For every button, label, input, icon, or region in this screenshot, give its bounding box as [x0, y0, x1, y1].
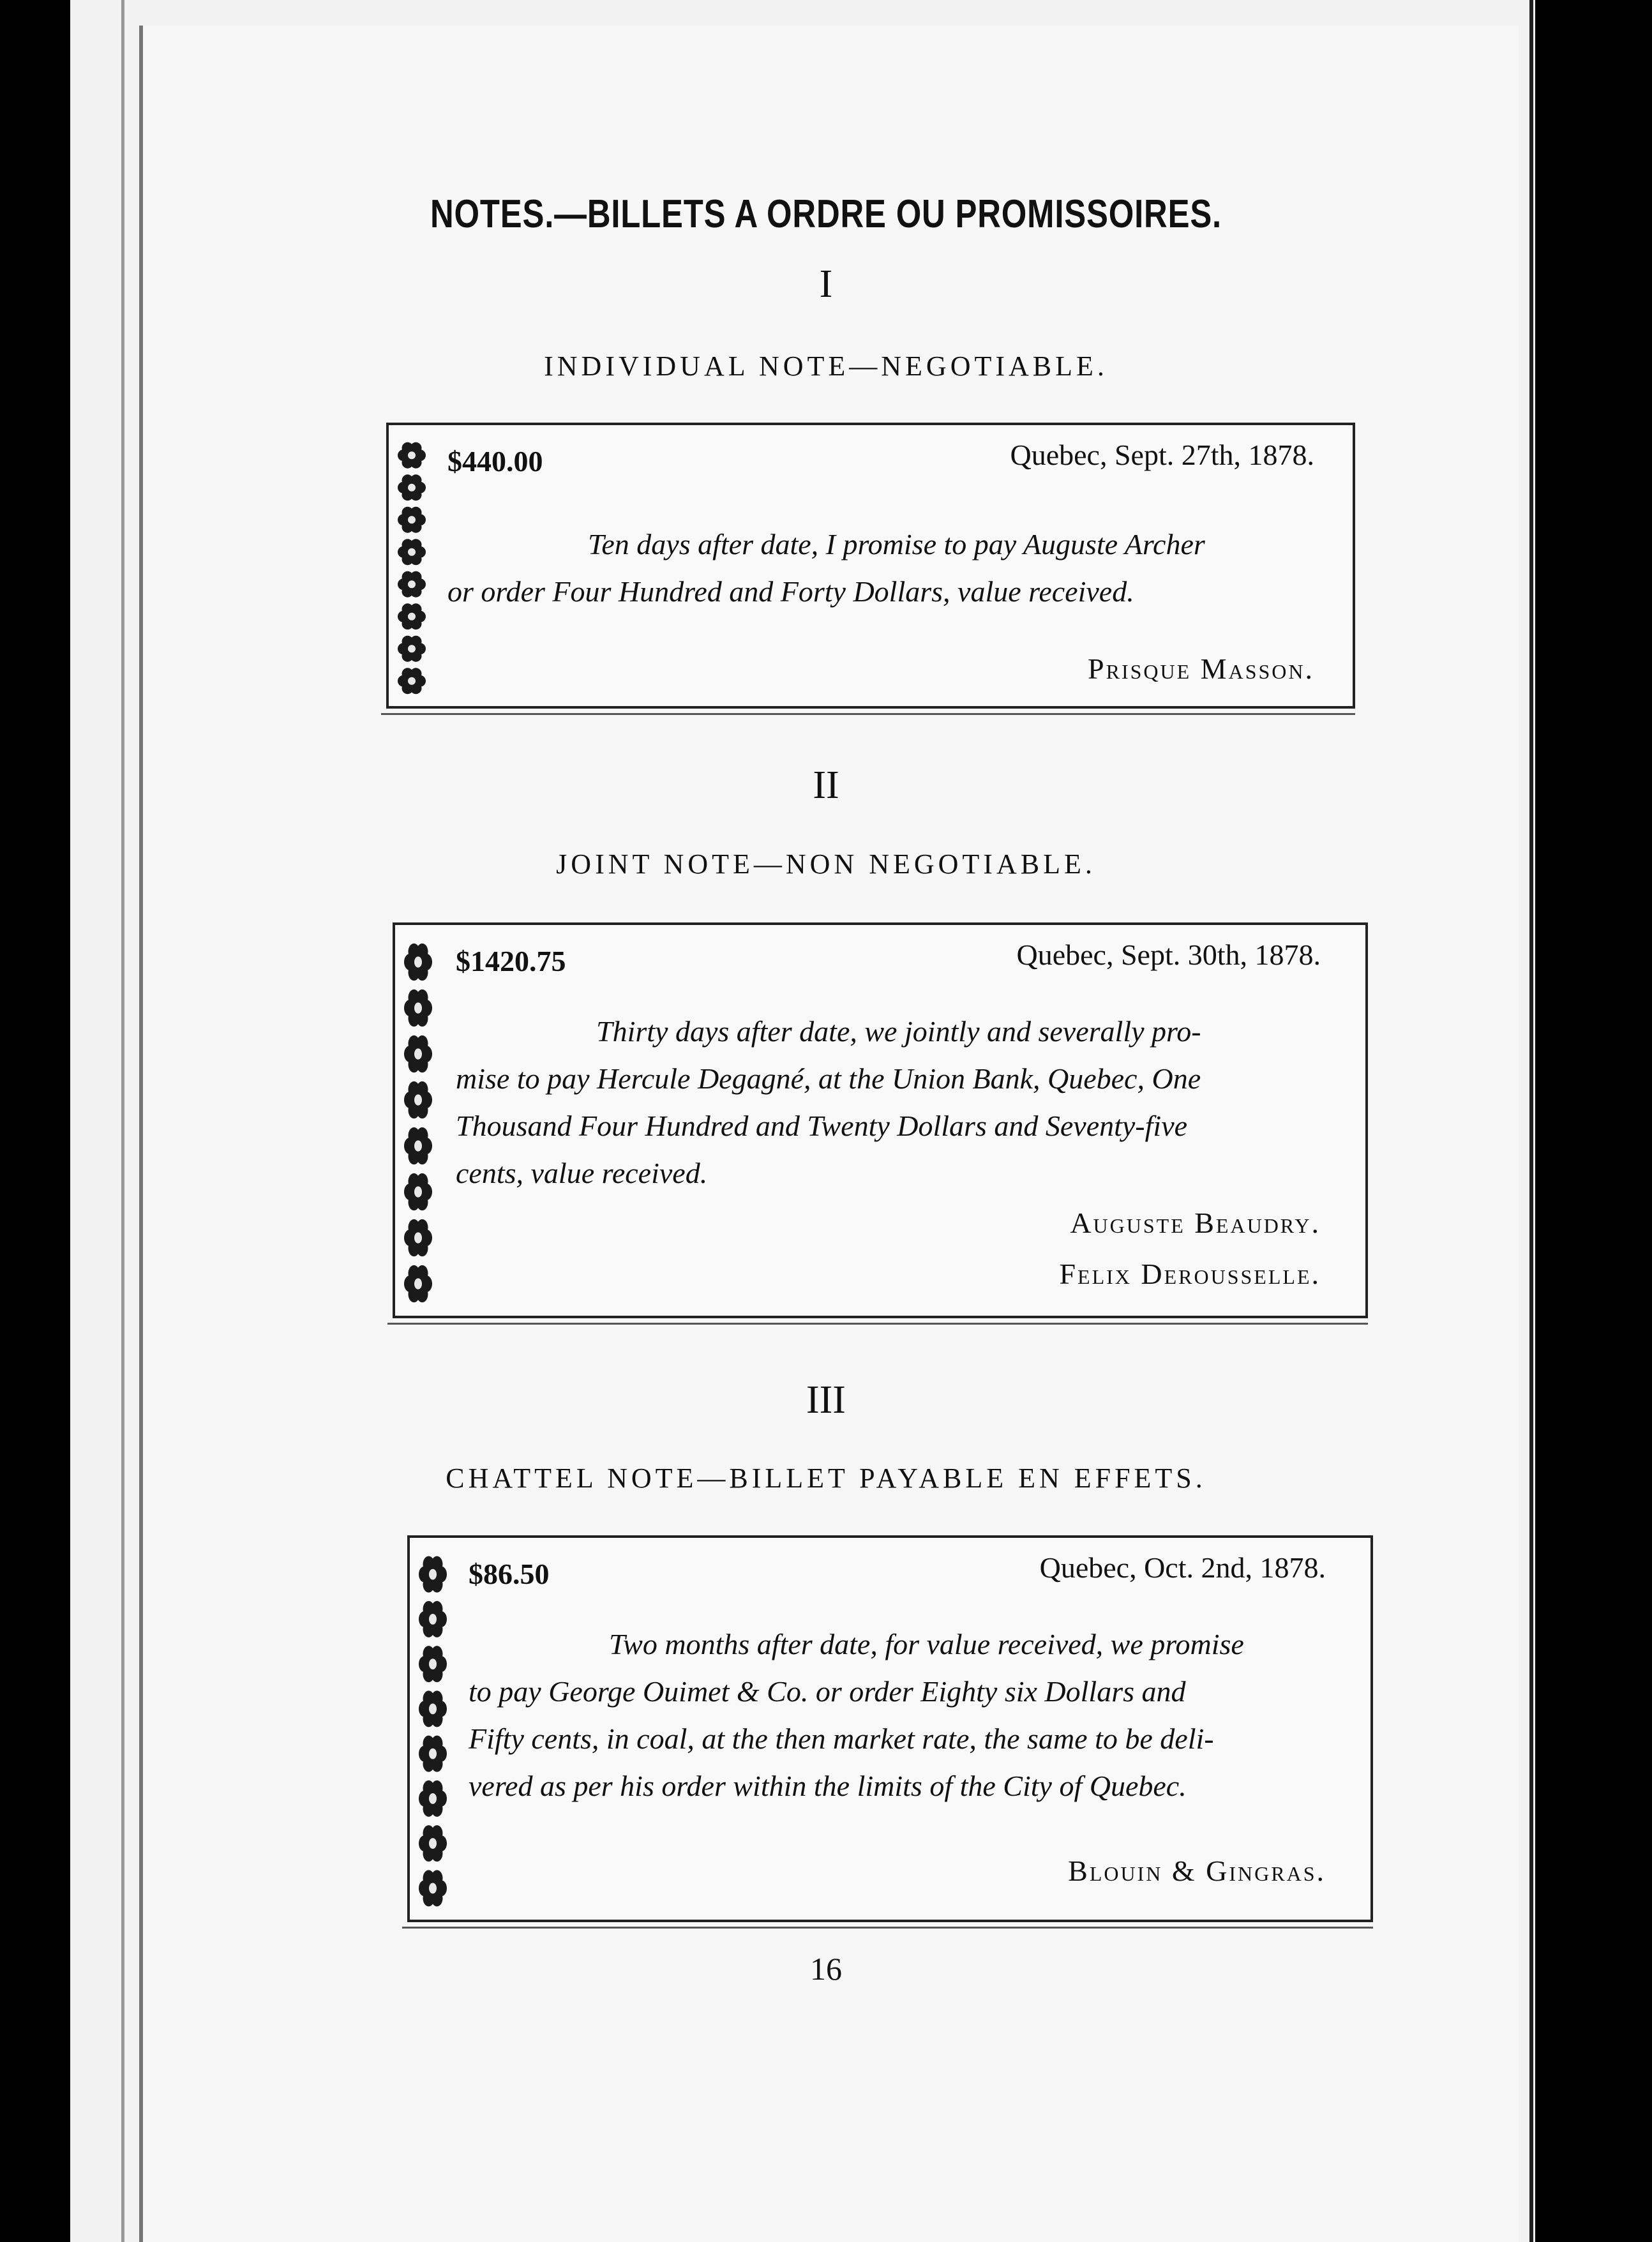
section-numeral: II: [813, 764, 839, 807]
page-edge-line: [121, 0, 124, 2242]
note-card: [393, 922, 1368, 1318]
note-signature: Auguste Beaudry.: [1070, 1207, 1321, 1239]
note-body: [447, 521, 1341, 615]
note-body-line: Thousand Four Hundred and Twenty Dollars and Seventy-five: [456, 1110, 1188, 1142]
note-amount: $86.50: [469, 1558, 550, 1590]
note-amount: $440.00: [447, 445, 543, 478]
scan-right-edge: [1535, 0, 1652, 2242]
section-numeral: I: [819, 262, 833, 306]
note-signature: Blouin & Gingras.: [1068, 1855, 1326, 1887]
floral-border-ornament: [400, 939, 436, 1307]
note-date: Quebec, Sept. 27th, 1878.: [1010, 439, 1314, 471]
section-numeral: III: [806, 1378, 846, 1422]
note-body-line: cents, value received.: [456, 1157, 708, 1189]
note-body: [469, 1621, 1369, 1810]
note-card: [386, 423, 1355, 709]
note-body-line: Two months after date, for value received, we promise: [609, 1628, 1244, 1660]
page-title: NOTES.—BILLETS A ORDRE OU PROMISSOIRES.: [430, 192, 1222, 236]
note-body-line: to pay George Ouimet & Co. or order Eighty six Dollars and: [469, 1675, 1186, 1708]
note-body-line: vered as per his order within the limits of the City of Quebec.: [469, 1770, 1187, 1802]
note-date: Quebec, Oct. 2nd, 1878.: [1039, 1551, 1326, 1584]
scan-left-edge: [0, 0, 70, 2242]
note-body: [456, 1008, 1362, 1197]
note-amount: $1420.75: [456, 945, 566, 977]
section-heading: INDIVIDUAL NOTE—NEGOTIABLE.: [544, 350, 1108, 382]
section-heading: JOINT NOTE—NON NEGOTIABLE.: [556, 848, 1096, 880]
note-body-line: Thirty days after date, we jointly and severally pro-: [596, 1015, 1201, 1048]
floral-border-ornament: [394, 439, 430, 697]
floral-border-ornament: [415, 1552, 451, 1911]
page-right-edge: [1529, 0, 1533, 2242]
note-body-line: Fifty cents, in coal, at the then market rate, the same to be deli-: [469, 1722, 1214, 1755]
note-date: Quebec, Sept. 30th, 1878.: [1016, 938, 1321, 971]
note-card: [407, 1535, 1373, 1922]
page-number: 16: [810, 1951, 842, 1987]
note-body-line: Ten days after date, I promise to pay Auguste Archer: [588, 528, 1205, 560]
note-signature: Prisque Masson.: [1088, 652, 1314, 685]
note-body-line: or order Four Hundred and Forty Dollars, value received.: [447, 575, 1134, 608]
note-signature: Felix Derousselle.: [1059, 1258, 1321, 1290]
section-heading: CHATTEL NOTE—BILLET PAYABLE EN EFFETS.: [446, 1463, 1206, 1494]
note-body-line: mise to pay Hercule Degagné, at the Union Bank, Quebec, One: [456, 1062, 1201, 1095]
